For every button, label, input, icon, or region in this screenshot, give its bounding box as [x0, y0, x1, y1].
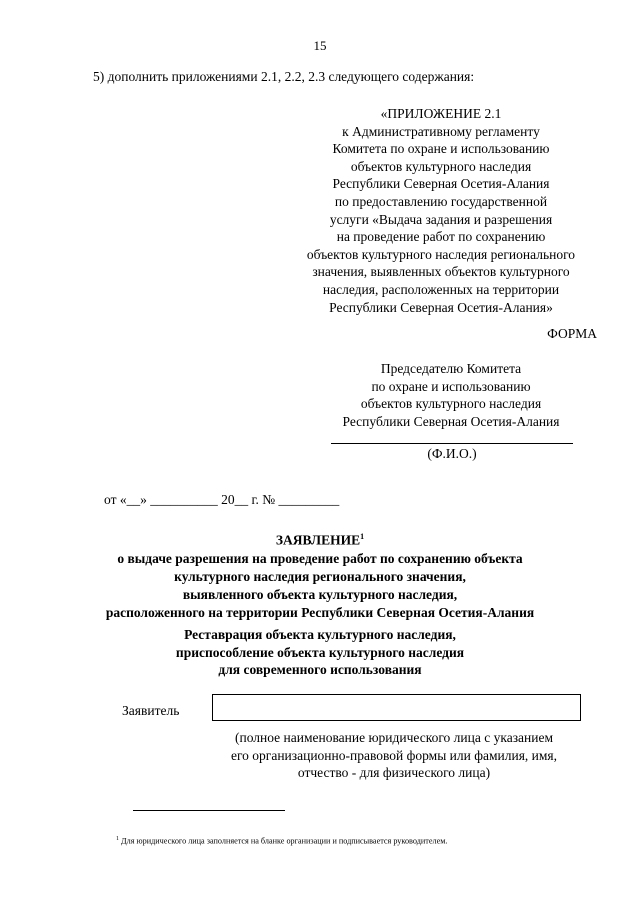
title-footnote-mark: 1: [360, 532, 365, 541]
footnote-divider: [133, 810, 285, 811]
addressee-line: по охране и использованию: [371, 378, 531, 394]
intro-text: 5) дополнить приложениями 2.1, 2.2, 2.3 следующего содержания:: [93, 69, 475, 84]
appendix-line: значения, выявленных объектов культурного: [312, 264, 570, 280]
application-title-block: [60, 528, 580, 622]
appendix-line: Республики Северная Осетия-Алания: [332, 176, 550, 192]
appendix-line: Комитета по охране и использованию: [332, 141, 550, 157]
title-line: выявленного объекта культурного наследия,: [182, 586, 458, 602]
title-line: культурного наследия регионального значения,: [174, 568, 466, 584]
footnote: [116, 836, 447, 846]
applicant-field[interactable]: [212, 694, 581, 721]
footnote-text: Для юридического лица заполняется на бланке организации и подписывается руководителем.: [119, 836, 448, 846]
addressee-line: объектов культурного наследия: [360, 396, 542, 412]
subtitle-line: Реставрация объекта культурного наследия,: [184, 627, 456, 642]
appendix-line: к Административному регламенту: [342, 123, 540, 139]
date-number-line: от «__» __________ 20__ г. № _________: [104, 492, 340, 507]
fio-label: (Ф.И.О.): [427, 446, 477, 461]
appendix-line: на проведение работ по сохранению: [336, 229, 546, 245]
appendix-line: по предоставлению государственной: [334, 193, 548, 209]
application-title: [60, 528, 580, 550]
fio-signature-line: [331, 443, 573, 444]
appendix-line: услуги «Выдача задания и разрешения: [329, 211, 553, 227]
hint-line: (полное наименование юридического лица с указанием: [234, 730, 554, 745]
appendix-line: объектов культурного наследия регионального: [306, 246, 576, 262]
addressee-block: [326, 360, 576, 430]
subtitle-line: приспособление объекта культурного наследия: [175, 644, 465, 660]
title-line: расположенного на территории Республики Северная Осетия-Алания: [105, 604, 535, 620]
appendix-line: «ПРИЛОЖЕНИЕ 2.1: [380, 106, 502, 121]
appendix-line: Республики Северная Осетия-Алания»: [329, 299, 553, 315]
footnote-mark: 1: [116, 836, 119, 842]
appendix-line: наследия, расположенных на территории: [322, 281, 560, 297]
addressee-line: Председателю Комитета: [380, 361, 522, 376]
hint-line: его организационно-правовой формы или фамилия, имя,: [230, 747, 558, 763]
applicant-hint: [205, 729, 583, 782]
page-number: 15: [313, 38, 327, 53]
subtitle-line: для современного использования: [218, 662, 422, 678]
title-line: о выдаче разрешения на проведение работ по сохранению объекта: [117, 550, 523, 566]
addressee-line: Республики Северная Осетия-Алания: [342, 413, 560, 429]
appendix-line: объектов культурного наследия: [350, 158, 532, 174]
appendix-header: [280, 105, 602, 316]
title-text: ЗАЯВЛЕНИЕ: [275, 532, 361, 548]
work-type-block: [110, 626, 530, 679]
applicant-label: Заявитель: [122, 703, 180, 718]
form-label: ФОРМА: [547, 326, 597, 341]
hint-line: отчество - для физического лица): [297, 765, 491, 781]
